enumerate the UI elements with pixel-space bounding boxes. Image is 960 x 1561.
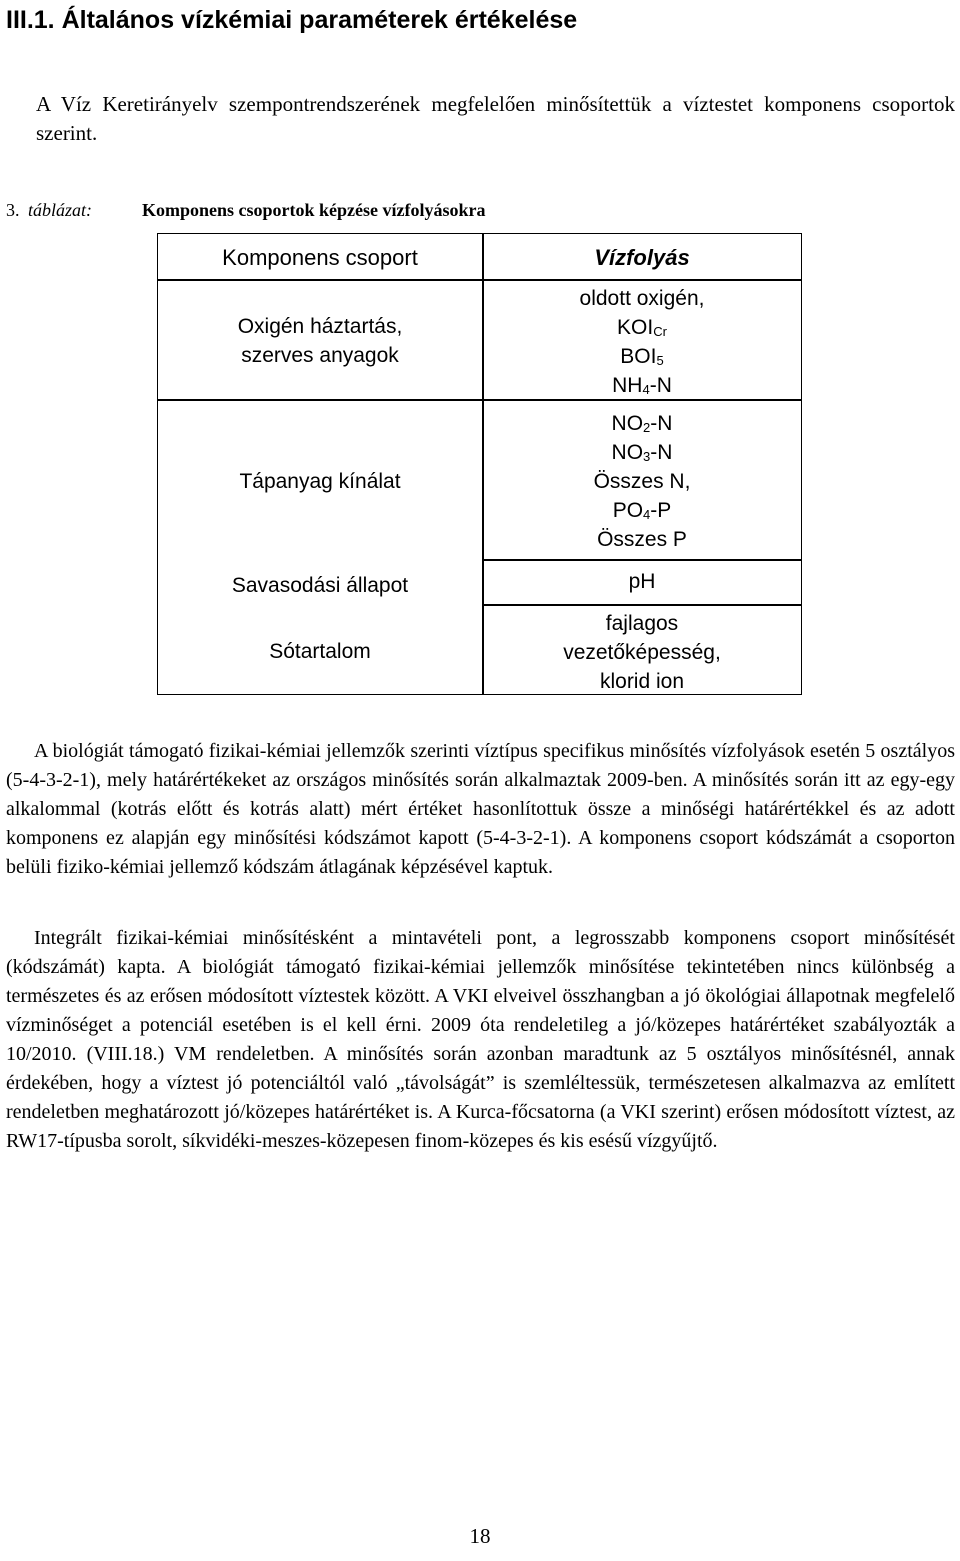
- table-header-group: Komponens csoport: [222, 245, 418, 270]
- intro-text: A Víz Keretirányelv szempontrendszerének megfelelően minősítettük a víztestet komponens csoportok szerint.: [36, 92, 955, 145]
- body-paragraph-2: [6, 924, 955, 1156]
- intro-paragraph: [6, 90, 955, 148]
- group-label-line: Sótartalom: [269, 640, 371, 663]
- group-label-line: Oxigén háztartás,: [237, 315, 403, 338]
- table-row-group-nutrient: [158, 467, 482, 496]
- table-row-group-salt: [158, 637, 482, 666]
- body-paragraph-1: [6, 737, 955, 882]
- paragraph-text: Integrált fizikai-kémiai minősítésként a mintavételi pont, a legrosszabb komponens csoport minősítését (kódszámát) kapta. A biológiát támogató fizikai-kémiai jellemzők minősítése tekintetében nincs különbség a természetes és az erősen módosított víztestek között. A VKI elveivel összhangban a jó ökológiai állapotnak megfelelő vízminőséget a potenciál esetében is el kell érni. 2009 óta rendeletileg a jó/közepes határértéket szabályozták a 10/2010. (VIII.18.) VM rendeletben. A minősítés során azonban maradtunk az 5 osztályos minősítésnél, annak érdekében, hogy a víztest jó potenciáltól való „távolságát” is szemléltessük, természetesen alkalmazva az említett rendeletben meghatározott jó/közepes határértéket is. A Kurca-főcsatorna (a VKI szerint) erősen módosított víztest, az RW17-típusba sorolt, síkvidéki-meszes-közepesen finom-közepes és kis esésű vízgyűjtő.: [6, 927, 955, 1152]
- group-label-line: Tápanyag kínálat: [239, 470, 401, 493]
- table-row-group-oxygen: [158, 312, 482, 370]
- table-header-stream: Vízfolyás: [594, 245, 690, 270]
- param-line: $NH_4-N$: [612, 374, 672, 397]
- component-group-table: [157, 233, 802, 695]
- table-row-divider: [483, 559, 801, 561]
- table-caption-label: táblázat:: [28, 200, 93, 220]
- param-line: vezetőképesség,: [563, 641, 721, 664]
- param-line: oldott oxigén,: [579, 287, 705, 310]
- param-line: $KOI_{Cr}$: [617, 316, 667, 339]
- param-line: fajlagos: [605, 612, 679, 635]
- param-line: $PO_4-P$: [612, 499, 672, 522]
- table-caption: [6, 198, 486, 222]
- param-line: $BOI_5$: [620, 345, 664, 368]
- table-header-divider: [158, 279, 801, 281]
- group-label-line: Savasodási állapot: [231, 574, 409, 597]
- group-label-line: szerves anyagok: [241, 344, 399, 367]
- param-line: Összes N,: [593, 470, 691, 493]
- table-row-params-salt: [483, 609, 801, 696]
- param-line: pH: [628, 570, 656, 593]
- section-heading: III.1. Általános vízkémiai paraméterek értékelése: [6, 6, 578, 34]
- param-line: $NO_3-N$: [611, 441, 673, 464]
- param-line: klorid ion: [599, 670, 685, 693]
- table-row-group-acidification: [158, 571, 482, 600]
- param-line: Összes P: [597, 528, 687, 551]
- table-row-params-acidification: [483, 567, 801, 596]
- table-row-divider: [483, 604, 801, 606]
- paragraph-text: A biológiát támogató fizikai-kémiai jellemzők szerinti víztípus specifikus minősítés vízfolyások esetén 5 osztályos (5-4-3-2-1), mely határértékeket az országos minősítés során alkalmaztak 2009-ben. A minősítés során itt az egy-egy alkalommal (kotrás előtt és kotrás alatt) mért értéket hasonlítottuk össze a minőségi határértékkel és az adott komponens ez alapján egy minősítési kódszámot kapott (5-4-3-2-1). A komponens csoport kódszámát a csoporton belüli fiziko-kémiai jellemző kódszám átlagának képzésével kaptuk.: [6, 740, 955, 878]
- table-row-params-nutrient: [483, 409, 801, 554]
- table-caption-title: Komponens csoportok képzése vízfolyásokra: [142, 200, 486, 220]
- param-line: $NO_2-N$: [611, 412, 673, 435]
- table-row-params-oxygen: [483, 284, 801, 400]
- table-caption-number: 3.: [6, 200, 20, 220]
- page-number: 18: [469, 1524, 491, 1548]
